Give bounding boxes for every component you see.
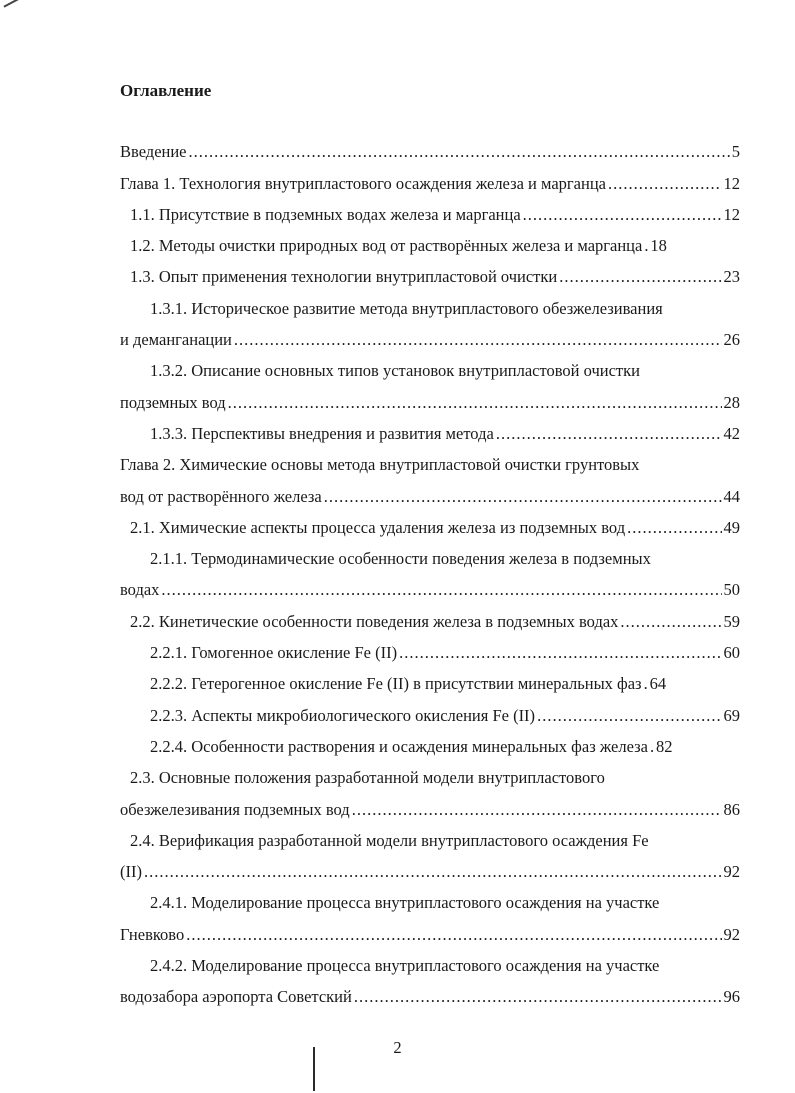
toc-entry-text: 2.2.1. Гомогенное окисление Fe (II) bbox=[150, 643, 398, 663]
toc-entry-text: водах bbox=[120, 580, 160, 600]
toc-entry-text: 2.2. Кинетические особенности поведения железа в подземных водах bbox=[130, 611, 619, 631]
toc-entry-1-3-1-line1[interactable] bbox=[120, 288, 740, 319]
toc-page-number: 92 bbox=[723, 862, 740, 882]
scan-artifact-line bbox=[313, 1047, 315, 1091]
toc-page-number: 42 bbox=[723, 423, 740, 443]
toc-entry-2-2-4[interactable] bbox=[120, 727, 740, 758]
toc-entry-1-3-3[interactable] bbox=[120, 414, 740, 445]
toc-page-number: 50 bbox=[723, 580, 740, 600]
toc-entry-1-3-2-line1[interactable] bbox=[120, 351, 740, 382]
table-of-contents bbox=[120, 132, 740, 1008]
toc-page-number: 92 bbox=[723, 924, 740, 944]
toc-page-number: 5 bbox=[731, 142, 740, 162]
toc-entry-2-3-line1[interactable] bbox=[120, 758, 740, 789]
toc-entry-2-2-2[interactable] bbox=[120, 664, 740, 695]
toc-entry-text: 1.3.3. Перспективы внедрения и развития метода bbox=[150, 423, 494, 443]
toc-entry-text: 2.4.1. Моделирование процесса внутрипластового осаждения на участке bbox=[150, 893, 660, 913]
toc-entry-text: водозабора аэропорта Советский bbox=[120, 987, 352, 1007]
toc-entry-1-3-2-line2[interactable] bbox=[120, 382, 740, 413]
toc-leader-dots bbox=[537, 705, 721, 727]
toc-entry-text: 1.1. Присутствие в подземных водах железа и марганца bbox=[130, 204, 521, 224]
toc-leader-dots bbox=[234, 329, 722, 351]
toc-entry-text: Гневково bbox=[120, 924, 185, 944]
toc-leader-dots bbox=[161, 579, 721, 601]
toc-entry-introduction[interactable] bbox=[120, 132, 740, 163]
toc-entry-2-1-1-line2[interactable] bbox=[120, 570, 740, 601]
toc-entry-text: Введение bbox=[120, 142, 187, 162]
toc-entry-1-3[interactable] bbox=[120, 257, 740, 288]
toc-entry-text: 1.3. Опыт применения технологии внутрипластовой очистки bbox=[130, 267, 558, 287]
toc-leader-dots bbox=[644, 673, 648, 695]
toc-entry-chapter-2-line2[interactable] bbox=[120, 476, 740, 507]
toc-leader-dots bbox=[650, 736, 654, 758]
toc-entry-2-3-line2[interactable] bbox=[120, 789, 740, 820]
toc-entry-text: вод от растворённого железа bbox=[120, 486, 322, 506]
toc-entry-chapter-1[interactable] bbox=[120, 163, 740, 194]
toc-entry-text: подземных вод bbox=[120, 392, 226, 412]
toc-entry-text: обезжелезивания подземных вод bbox=[120, 799, 350, 819]
toc-entry-text: Глава 1. Технология внутрипластового осаждения железа и марганца bbox=[120, 173, 606, 193]
toc-entry-text: 1.3.2. Описание основных типов установок внутрипластовой очистки bbox=[150, 361, 640, 381]
toc-entry-2-1[interactable] bbox=[120, 508, 740, 539]
toc-leader-dots bbox=[352, 799, 722, 821]
toc-entry-text: 2.2.4. Особенности растворения и осаждения минеральных фаз железа bbox=[150, 736, 648, 756]
toc-entry-1-3-1-line2[interactable] bbox=[120, 320, 740, 351]
toc-entry-text: 2.1.1. Термодинамические особенности поведения железа в подземных bbox=[150, 549, 651, 569]
toc-page-number: 18 bbox=[650, 236, 667, 256]
toc-entry-2-4-2-line2[interactable] bbox=[120, 977, 740, 1008]
toc-entry-2-4-2-line1[interactable] bbox=[120, 946, 740, 977]
toc-page-number: 44 bbox=[723, 486, 740, 506]
toc-entry-1-1[interactable] bbox=[120, 195, 740, 226]
toc-entry-2-1-1-line1[interactable] bbox=[120, 539, 740, 570]
toc-entry-2-4-1-line2[interactable] bbox=[120, 914, 740, 945]
toc-page-number: 60 bbox=[723, 643, 740, 663]
toc-page-number: 82 bbox=[655, 736, 673, 756]
page-title: Оглавление bbox=[120, 81, 212, 100]
toc-entry-2-2[interactable] bbox=[120, 601, 740, 632]
toc-entry-text: 2.2.3. Аспекты микробиологического окисления Fe (II) bbox=[150, 705, 536, 725]
toc-page-number: 86 bbox=[723, 799, 740, 819]
toc-leader-dots bbox=[620, 611, 721, 633]
toc-leader-dots bbox=[496, 423, 722, 445]
toc-page-number: 49 bbox=[723, 517, 740, 537]
toc-page-number: 96 bbox=[723, 987, 740, 1007]
toc-entry-2-4-1-line1[interactable] bbox=[120, 883, 740, 914]
toc-page-number: 23 bbox=[723, 267, 740, 287]
toc-entry-2-4-line2[interactable] bbox=[120, 852, 740, 883]
toc-leader-dots bbox=[399, 642, 721, 664]
toc-leader-dots bbox=[644, 235, 648, 257]
toc-leader-dots bbox=[189, 141, 730, 163]
toc-entry-1-2[interactable] bbox=[120, 226, 740, 257]
toc-entry-text: 1.3.1. Историческое развитие метода внутрипластового обезжелезивания bbox=[150, 298, 663, 318]
toc-page-number: 26 bbox=[723, 330, 740, 350]
toc-leader-dots bbox=[608, 173, 722, 195]
scan-corner-mark bbox=[3, 0, 18, 8]
toc-page-number: 12 bbox=[723, 204, 740, 224]
toc-entry-2-4-line1[interactable] bbox=[120, 821, 740, 852]
toc-entry-text: 2.2.2. Гетерогенное окисление Fe (II) в присутствии минеральных фаз bbox=[150, 674, 642, 694]
toc-entry-text: Глава 2. Химические основы метода внутрипластовой очистки грунтовых bbox=[120, 455, 640, 475]
toc-page-number: 28 bbox=[723, 392, 740, 412]
toc-page-number: 64 bbox=[649, 674, 667, 694]
toc-entry-2-2-3[interactable] bbox=[120, 695, 740, 726]
toc-leader-dots bbox=[228, 392, 722, 414]
toc-page-number: 69 bbox=[723, 705, 740, 725]
toc-leader-dots bbox=[324, 486, 722, 508]
toc-page-number: 12 bbox=[723, 173, 740, 193]
toc-entry-2-2-1[interactable] bbox=[120, 633, 740, 664]
toc-leader-dots bbox=[144, 861, 722, 883]
toc-leader-dots bbox=[186, 924, 721, 946]
toc-entry-text: 2.4. Верификация разработанной модели внутрипластового осаждения Fe bbox=[130, 830, 649, 850]
toc-leader-dots bbox=[559, 266, 721, 288]
toc-leader-dots bbox=[523, 204, 722, 226]
toc-entry-text: 1.2. Методы очистки природных вод от растворённых железа и марганца bbox=[130, 236, 643, 256]
toc-entry-text: (II) bbox=[120, 862, 142, 882]
toc-entry-text: 2.3. Основные положения разработанной модели внутрипластового bbox=[130, 768, 605, 788]
toc-entry-text: 2.4.2. Моделирование процесса внутрипластового осаждения на участке bbox=[150, 956, 660, 976]
toc-page-number: 59 bbox=[723, 611, 740, 631]
toc-leader-dots bbox=[354, 986, 722, 1008]
toc-entry-text: 2.1. Химические аспекты процесса удаления железа из подземных вод bbox=[130, 517, 626, 537]
toc-entry-text: и деманганации bbox=[120, 330, 232, 350]
toc-entry-chapter-2-line1[interactable] bbox=[120, 445, 740, 476]
page-number: 2 bbox=[393, 1038, 402, 1057]
toc-leader-dots bbox=[627, 517, 721, 539]
